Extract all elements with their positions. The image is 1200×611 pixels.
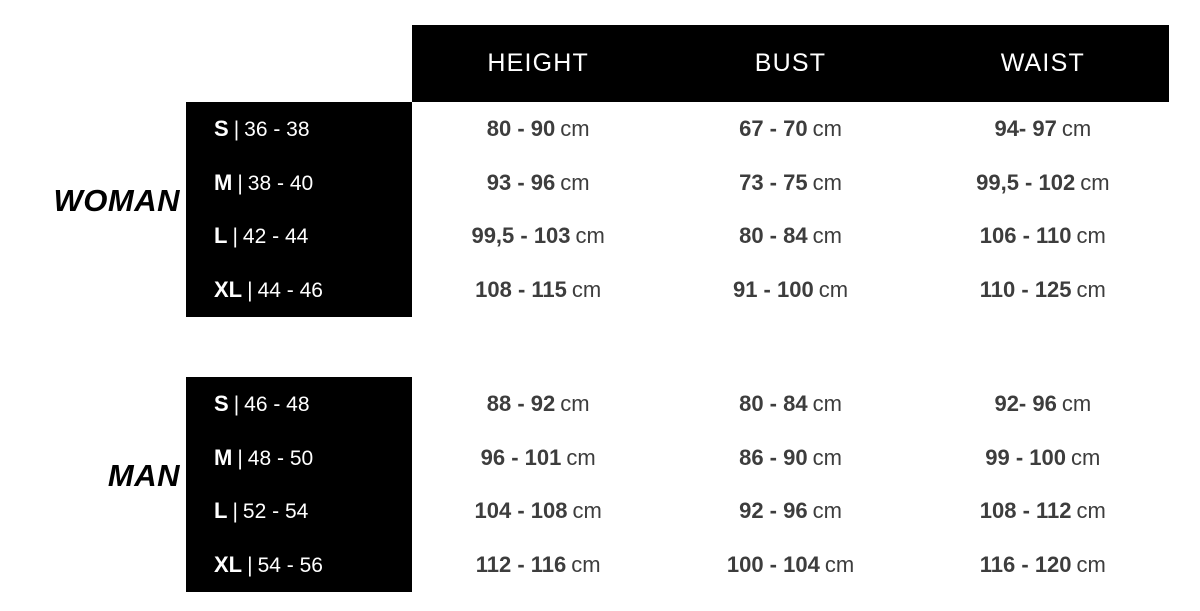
unit-label: cm (812, 169, 842, 195)
unit-label: cm (812, 498, 842, 524)
waist-cell (917, 498, 1169, 524)
unit-label: cm (818, 277, 849, 303)
table-row (0, 102, 1200, 156)
height-value: 99,5 - 103 (471, 223, 571, 249)
size-range: 36 - 38 (244, 117, 310, 141)
waist-value: 99 - 100 (985, 444, 1067, 470)
unit-label: cm (571, 277, 602, 303)
waist-cell (917, 116, 1169, 142)
unit-label: cm (1076, 277, 1106, 303)
size-label: XL (214, 277, 243, 303)
unit-label: cm (560, 390, 590, 416)
bust-value: 100 - 104 (726, 552, 820, 578)
size-cell (0, 498, 412, 524)
column-header-bust: BUST (754, 49, 827, 77)
height-value: 88 - 92 (486, 390, 556, 416)
table-row (0, 377, 1200, 431)
height-cell (412, 552, 664, 578)
size-cell (0, 277, 412, 303)
size-cell (0, 223, 412, 249)
size-separator: | (233, 392, 240, 416)
height-cell (412, 445, 664, 471)
size-range: 44 - 46 (257, 279, 323, 303)
unit-label: cm (560, 169, 590, 195)
waist-cell (917, 277, 1169, 303)
size-separator: | (247, 554, 253, 578)
unit-label: cm (566, 444, 596, 470)
unit-label: cm (575, 223, 605, 249)
bust-cell (664, 391, 916, 417)
bust-cell (664, 116, 916, 142)
table-row (0, 485, 1200, 539)
unit-label: cm (812, 115, 842, 141)
unit-label: cm (571, 552, 601, 578)
unit-label: cm (1061, 390, 1092, 416)
size-label: M (214, 444, 233, 470)
height-value: 96 - 101 (480, 444, 562, 470)
unit-label: cm (1080, 169, 1110, 195)
unit-label: cm (572, 498, 602, 524)
height-value: 93 - 96 (486, 169, 556, 195)
table-row (0, 263, 1200, 317)
size-separator: | (232, 500, 238, 524)
height-cell (412, 498, 664, 524)
bust-cell (664, 445, 916, 471)
column-header-waist: WAIST (1000, 49, 1085, 77)
group-rows-woman (0, 102, 1200, 317)
unit-label: cm (824, 552, 855, 578)
size-separator: | (232, 225, 238, 249)
waist-cell (917, 391, 1169, 417)
waist-cell (917, 445, 1169, 471)
bust-value: 67 - 70 (739, 115, 808, 141)
table-header-row (412, 25, 1169, 102)
size-label: XL (214, 552, 243, 578)
size-cell (0, 391, 412, 417)
size-label: M (214, 169, 233, 195)
size-separator: | (237, 171, 243, 195)
size-separator: | (233, 117, 240, 141)
size-cell (0, 445, 412, 471)
size-label: L (214, 498, 228, 524)
bust-value: 80 - 84 (739, 390, 808, 416)
unit-label: cm (1076, 552, 1106, 578)
waist-cell (917, 223, 1169, 249)
bust-cell (664, 552, 916, 578)
size-cell (0, 116, 412, 142)
size-separator: | (237, 446, 243, 470)
waist-value: 108 - 112 (979, 498, 1072, 524)
bust-cell (664, 277, 916, 303)
height-cell (412, 116, 664, 142)
bust-cell (664, 223, 916, 249)
waist-cell (917, 552, 1169, 578)
height-value: 80 - 90 (486, 115, 556, 141)
size-label: S (214, 115, 229, 141)
waist-value: 110 - 125 (979, 277, 1072, 303)
bust-value: 80 - 84 (739, 223, 808, 249)
height-value: 104 - 108 (474, 498, 568, 524)
unit-label: cm (812, 390, 842, 416)
size-cell (0, 552, 412, 578)
size-range: 42 - 44 (242, 225, 309, 249)
group-rows-man (0, 377, 1200, 592)
unit-label: cm (812, 444, 842, 470)
height-cell (412, 391, 664, 417)
waist-value: 116 - 120 (979, 552, 1072, 578)
unit-label: cm (812, 223, 842, 249)
waist-cell (917, 170, 1169, 196)
bust-cell (664, 498, 916, 524)
height-cell (412, 223, 664, 249)
column-header-height: HEIGHT (487, 49, 589, 77)
height-cell (412, 277, 664, 303)
size-range: 54 - 56 (257, 554, 323, 578)
waist-value: 94- 97 (994, 115, 1057, 141)
bust-value: 91 - 100 (732, 277, 814, 303)
height-cell (412, 170, 664, 196)
height-value: 108 - 115 (475, 277, 567, 303)
table-row (0, 538, 1200, 592)
height-value: 112 - 116 (475, 552, 567, 578)
waist-value: 99,5 - 102 (976, 169, 1076, 195)
unit-label: cm (1076, 223, 1106, 249)
unit-label: cm (560, 115, 590, 141)
group-label-woman: WOMAN (53, 183, 180, 218)
table-row (0, 431, 1200, 485)
table-row (0, 210, 1200, 264)
size-range: 38 - 40 (247, 171, 314, 195)
size-range: 52 - 54 (242, 500, 309, 524)
waist-value: 92- 96 (994, 390, 1057, 416)
bust-value: 86 - 90 (739, 444, 808, 470)
unit-label: cm (1071, 444, 1101, 470)
size-label: S (214, 390, 229, 416)
size-label: L (214, 223, 228, 249)
bust-value: 73 - 75 (739, 169, 808, 195)
waist-value: 106 - 110 (979, 223, 1072, 249)
unit-label: cm (1076, 498, 1106, 524)
size-cell (0, 170, 412, 196)
group-label-man: MAN (107, 458, 180, 493)
bust-value: 92 - 96 (739, 498, 808, 524)
size-range: 48 - 50 (247, 446, 314, 470)
unit-label: cm (1061, 115, 1092, 141)
size-range: 46 - 48 (244, 392, 310, 416)
bust-cell (664, 170, 916, 196)
table-row (0, 156, 1200, 210)
size-separator: | (247, 279, 253, 303)
